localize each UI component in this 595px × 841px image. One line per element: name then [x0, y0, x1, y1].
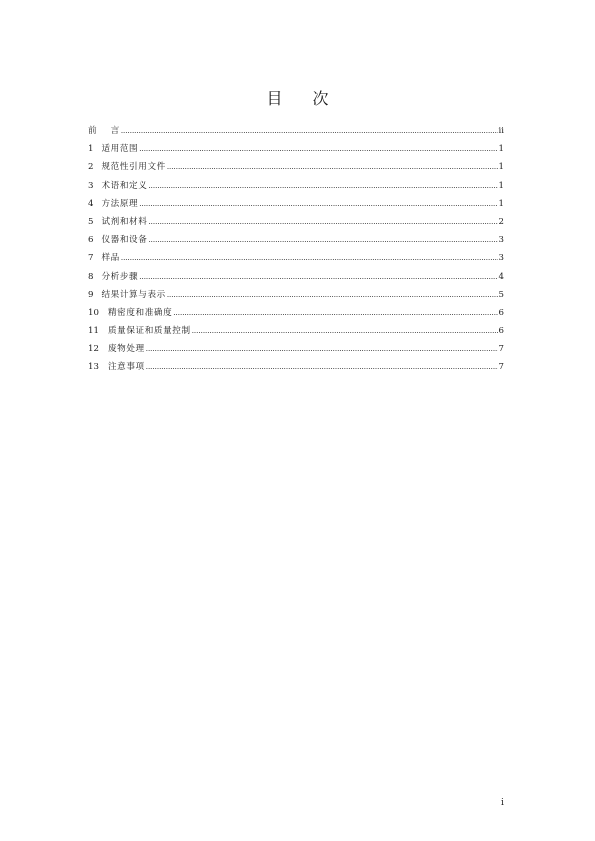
- toc-dot-leader: [146, 340, 498, 358]
- toc-entry-label: 规范性引用文件: [101, 162, 166, 173]
- toc-entry-page: 4: [498, 271, 504, 282]
- toc-entry-number: 2: [88, 162, 94, 173]
- toc-entry-page: 3: [498, 253, 504, 264]
- toc-entry-number: 3: [88, 180, 94, 191]
- toc-entry-number: 1: [88, 144, 94, 155]
- page-title-char-2: 次: [312, 89, 329, 108]
- toc-entry-reagents[interactable]: [88, 213, 504, 231]
- toc-entry-number: 12: [88, 344, 99, 355]
- toc-dot-leader: [121, 122, 498, 140]
- toc-entry-page: 3: [498, 235, 504, 246]
- toc-dot-leader: [173, 304, 497, 322]
- toc-entry-page: 6: [498, 307, 504, 318]
- toc-entry-apparatus[interactable]: [88, 231, 504, 249]
- toc-entry-page: 1: [498, 180, 504, 191]
- table-of-contents: [88, 122, 504, 377]
- toc-entry-quality-control[interactable]: [88, 322, 504, 340]
- toc-entry-page: 7: [498, 362, 504, 373]
- toc-entry-label: 质量保证和质量控制: [107, 326, 191, 337]
- toc-entry-samples[interactable]: [88, 249, 504, 267]
- toc-entry-precautions[interactable]: [88, 358, 504, 376]
- toc-entry-number: 10: [88, 307, 99, 318]
- toc-dot-leader: [139, 268, 497, 286]
- toc-entry-page: 1: [498, 162, 504, 173]
- toc-entry-label: 结果计算与表示: [101, 289, 166, 300]
- toc-entry-label: 试剂和材料: [101, 216, 148, 227]
- toc-entry-page: 1: [498, 144, 504, 155]
- toc-entry-number: 6: [88, 235, 94, 246]
- toc-entry-number: 7: [88, 253, 94, 264]
- toc-entry-number: 5: [88, 216, 94, 227]
- toc-entry-label: 废物处理: [107, 344, 145, 355]
- toc-entry-label: 注意事项: [107, 362, 145, 373]
- toc-entry-terms-definitions[interactable]: [88, 177, 504, 195]
- toc-entry-label: 适用范围: [101, 144, 139, 155]
- toc-entry-number: 前: [88, 126, 97, 136]
- toc-entry-foreword[interactable]: [88, 122, 504, 140]
- toc-dot-leader: [192, 322, 498, 340]
- toc-dot-leader: [139, 140, 497, 158]
- toc-entry-page: 1: [498, 198, 504, 209]
- toc-dot-leader: [146, 358, 498, 376]
- toc-entry-label: 方法原理: [101, 198, 139, 209]
- toc-entry-label: 精密度和准确度: [107, 307, 173, 318]
- toc-entry-number: 4: [88, 198, 94, 209]
- toc-entry-number: 13: [88, 362, 99, 373]
- toc-entry-number: 8: [88, 271, 94, 282]
- toc-entry-label: 仪器和设备: [101, 235, 148, 246]
- toc-entry-page: 2: [498, 216, 504, 227]
- page-title-char-1: 目: [266, 89, 283, 108]
- toc-entry-calculation[interactable]: [88, 286, 504, 304]
- toc-entry-page: ii: [498, 126, 504, 136]
- toc-entry-precision[interactable]: [88, 304, 504, 322]
- toc-dot-leader: [148, 231, 497, 249]
- toc-entry-page: 5: [498, 289, 504, 300]
- toc-entry-scope[interactable]: [88, 140, 504, 158]
- toc-entry-page: 6: [498, 326, 504, 337]
- toc-dot-leader: [121, 249, 498, 267]
- toc-entry-label: 术语和定义: [101, 180, 148, 191]
- toc-entry-number: 11: [88, 326, 99, 337]
- toc-dot-leader: [167, 286, 498, 304]
- toc-entry-label: 言: [110, 126, 120, 136]
- toc-entry-principle[interactable]: [88, 195, 504, 213]
- toc-entry-procedure[interactable]: [88, 268, 504, 286]
- toc-entry-page: 7: [498, 344, 504, 355]
- toc-entry-waste[interactable]: [88, 340, 504, 358]
- toc-dot-leader: [148, 177, 497, 195]
- toc-entry-number: 9: [88, 289, 94, 300]
- toc-dot-leader: [148, 213, 497, 231]
- toc-dot-leader: [139, 195, 497, 213]
- page-title: [0, 86, 595, 109]
- footer-page-number: i: [501, 798, 504, 808]
- toc-dot-leader: [167, 158, 498, 176]
- toc-entry-label: 分析步骤: [101, 271, 139, 282]
- toc-entry-normative-references[interactable]: [88, 158, 504, 176]
- toc-entry-label: 样品: [101, 253, 120, 264]
